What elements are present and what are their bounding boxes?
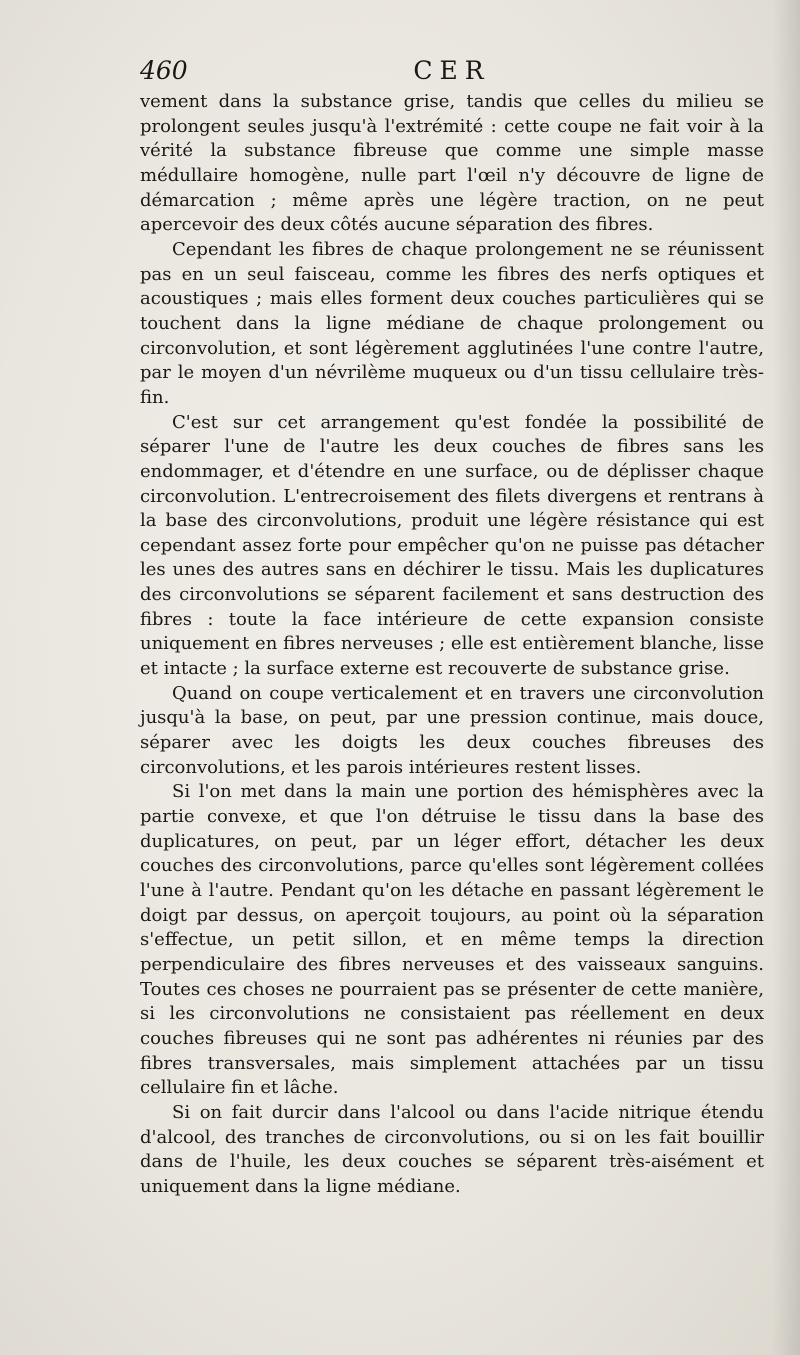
- page-edge-shadow: [772, 0, 800, 1355]
- page-number: 460: [140, 56, 188, 85]
- body-text: [140, 90, 764, 1200]
- running-title: CER: [413, 56, 491, 85]
- paragraph: Cependant les fibres de chaque prolongement ne se réunissent pas en un seul faisceau, comme les fibres des nerfs optiques et acoustiques ; mais elles forment deux couches particulières qui se touchent dans la ligne médiane de chaque prolongement ou circonvolution, et sont légèrement agglutinées l'une contre l'autre, par le moyen d'un névrilème muqueux ou d'un tissu cellulaire très-fin.: [140, 238, 764, 408]
- paragraph: C'est sur cet arrangement qu'est fondée la possibilité de séparer l'une de l'autre les deux couches de fibres sans les endommager, et d'étendre en une surface, ou de déplisser chaque circonvolution. L'entrecroisement des filets divergens et rentrans à la base des circonvolutions, produit une légère résistance qui est cependant assez forte pour empêcher qu'on ne puisse pas détacher les unes des autres sans en déchirer le tissu. Mais les duplicatures des circonvolutions se séparent facilement et sans destruction des fibres : toute la face intérieure de cette expansion consiste uniquement en fibres nerveuses ; elle est entièrement blanche, lisse et intacte ; la surface externe est recouverte de substance grise.: [140, 411, 764, 680]
- paragraph: Si l'on met dans la main une portion des hémisphères avec la partie convexe, et que l'on détruise le tissu dans la base des duplicatures, on peut, par un léger effort, détacher les deux couches des circonvolutions, parce qu'elles sont légèrement collées l'une à l'autre. Pendant qu'on les détache en passant légèrement le doigt par dessus, on aperçoit toujours, au point où la séparation s'effectue, un petit sillon, et en même temps la direction perpendiculaire des fibres nerveuses et des vaisseaux sanguins. Toutes ces choses ne pourraient pas se présenter de cette manière, si les circonvolutions ne consistaient pas réellement en deux couches fibreuses qui ne sont pas adhérentes ni réunies par des fibres transversales, mais simplement attachées par un tissu cellulaire fin et lâche.: [140, 781, 764, 1099]
- paragraph: Si on fait durcir dans l'alcool ou dans l'acide nitrique étendu d'alcool, des tranches de circonvolutions, ou si on les fait bouillir dans de l'huile, les deux couches se séparent très-aisément et uniquement dans la ligne médiane.: [140, 1101, 764, 1197]
- running-head: [140, 56, 764, 90]
- paragraph-continuation: vement dans la substance grise, tandis que celles du milieu se prolongent seules jusqu'à l'extrémité : cette coupe ne fait voir à la vérité la substance fibreuse que comme une simple masse médullaire homogène, nulle part l'œil n'y découvre de ligne de démarcation ; même après une légère traction, on ne peut apercevoir des deux côtés aucune séparation des fibres.: [140, 91, 764, 236]
- paragraph: Quand on coupe verticalement et en travers une circonvolution jusqu'à la base, on peut, par une pression continue, mais douce, séparer avec les doigts les deux couches fibreuses des circonvolutions, et les parois intérieures restent lisses.: [140, 682, 764, 778]
